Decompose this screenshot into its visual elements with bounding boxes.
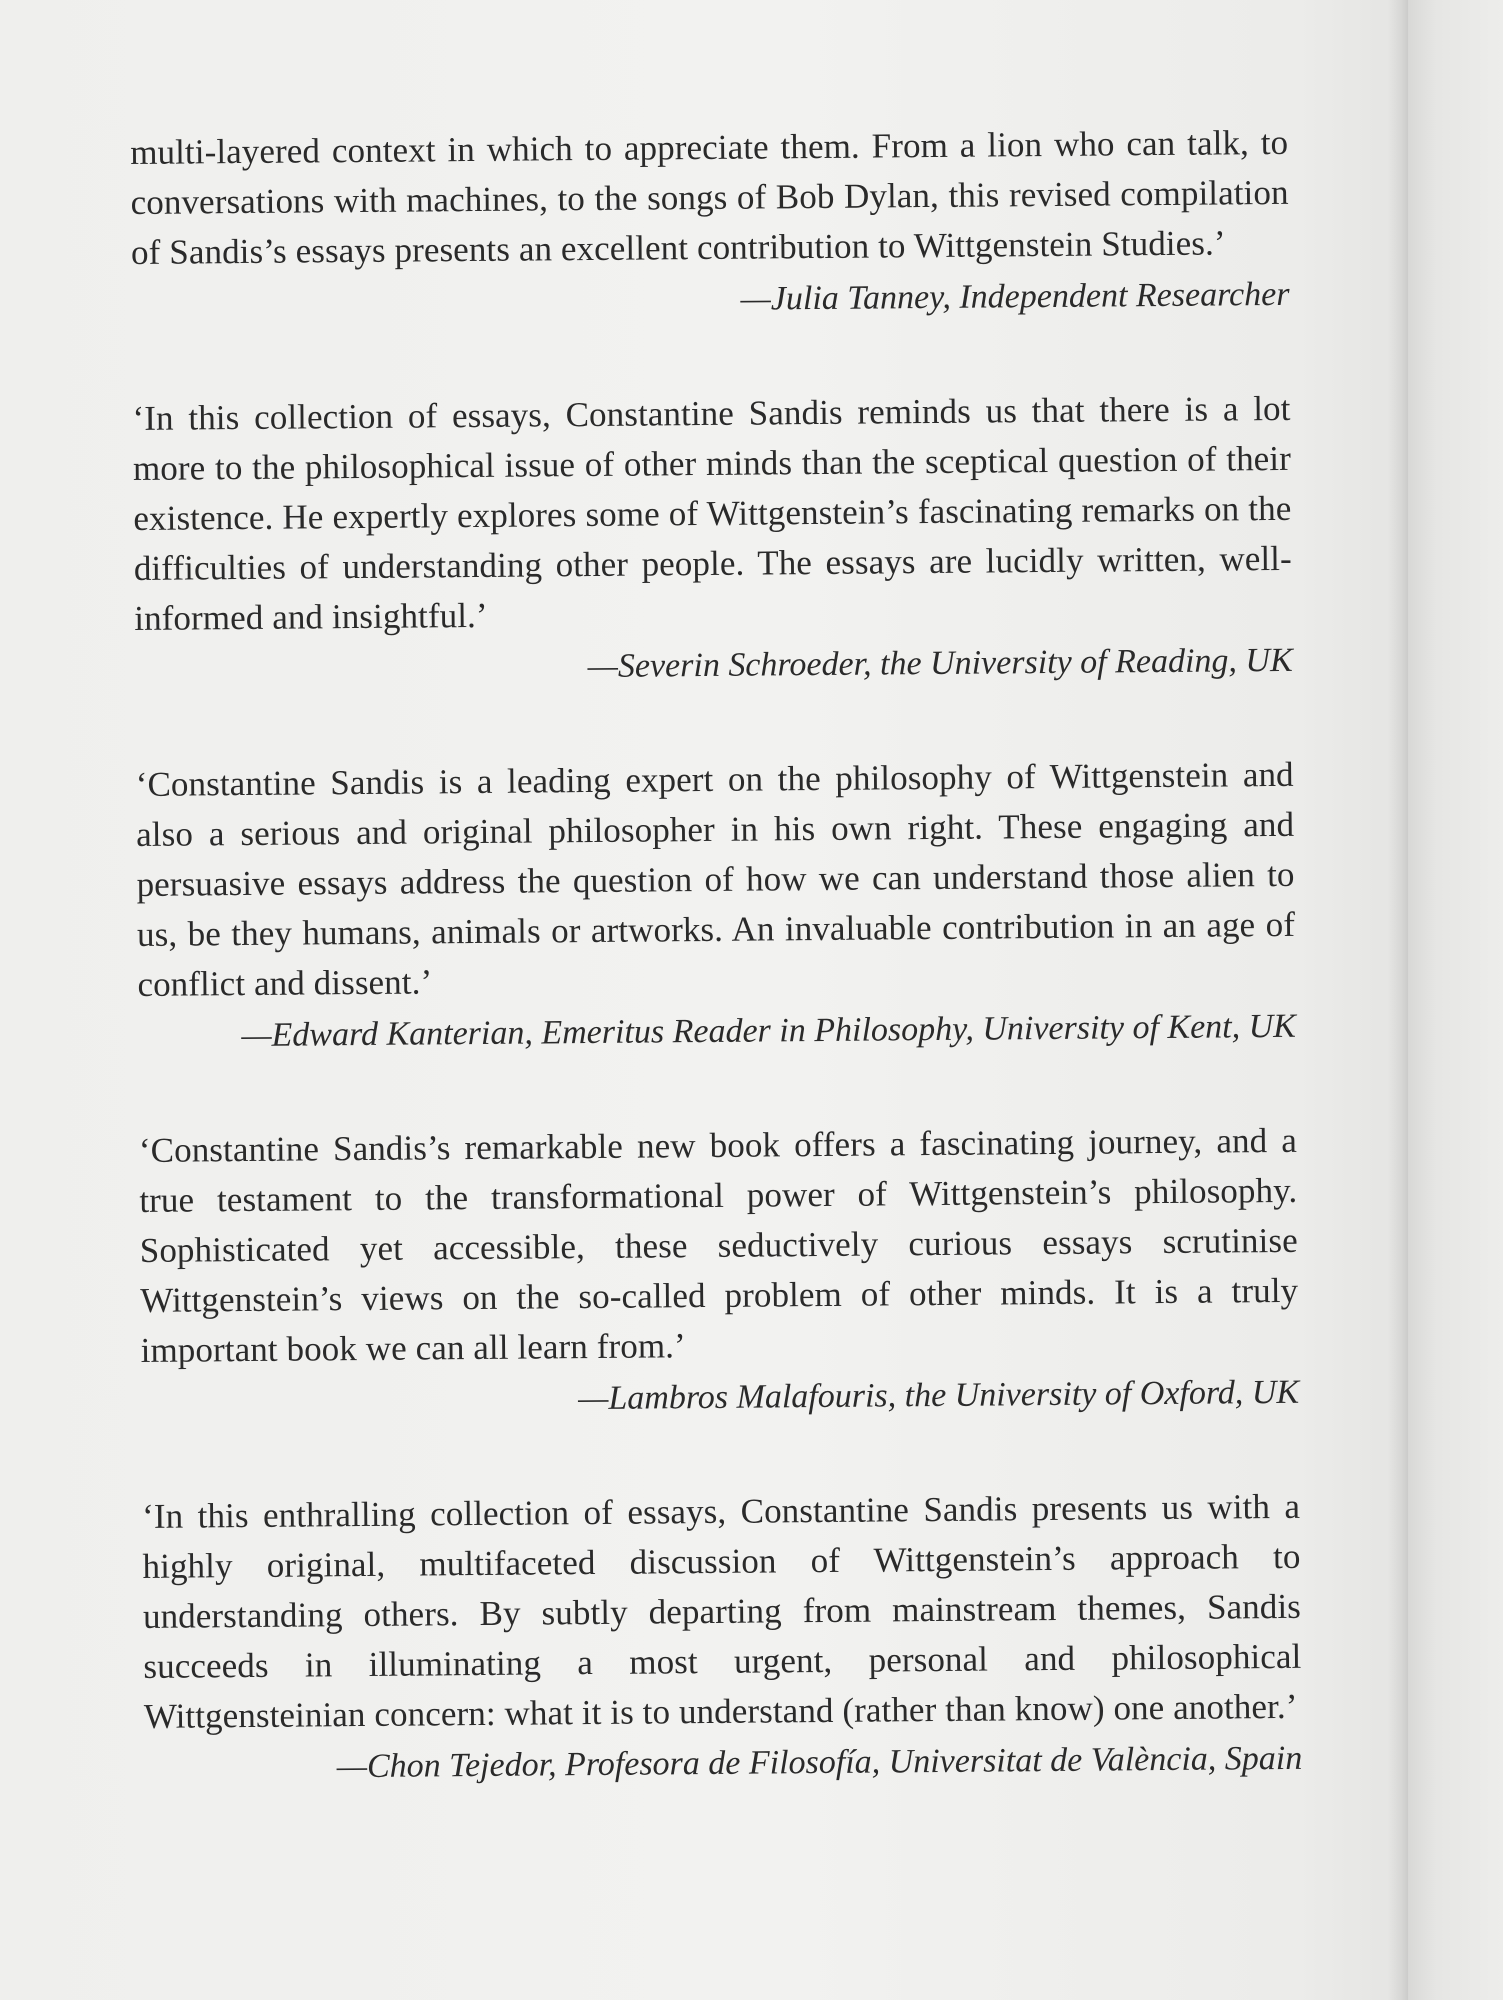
blurb-attribution: —Chon Tejedor, Profesora de Filosofía, Universitat de València, Spain [336, 1739, 1303, 1786]
praise-blurb [136, 750, 1297, 1062]
page-gutter-shadow [1388, 0, 1408, 2000]
adjacent-page-edge [1408, 0, 1503, 2000]
blurb-quote: ‘In this enthralling collection of essays, Constantine Sandis presents us with a highly original, multifaceted discussion of Wittgenstein’s approach to understanding others. By subtly departing from mainstream themes, Sandis succeeds in illuminating a most urgent, personal and philosophical Wittgensteinian concern: what it is to understand (rather than know) one another.’ [141, 1486, 1302, 1736]
blurb-quote: ‘Constantine Sandis is a leading expert on the philosophy of Wittgenstein and also a serious and original philosopher in his own right. These engaging and persuasive essays address the question of how we can understand those alien to us, be they humans, animals or artworks. An invaluable contribution in an age of conflict and dissent.’ [135, 754, 1296, 1004]
praise-blurb [130, 118, 1290, 330]
blurb-attribution: —Edward Kanterian, Emeritus Reader in Philosophy, University of Kent, UK [241, 1007, 1297, 1055]
blurb-quote: ‘In this collection of essays, Constantine Sandis reminds us that there is a lot more to the philosophical issue of other minds than the sceptical question of their existence. He expertly explores some of Wittgenstein’s fascinating remarks on the difficulties of understanding other people. The essays are lucidly written, well-informed and insightful.’ [132, 388, 1292, 638]
blurb-attribution: —Severin Schroeder, the University of Reading, UK [587, 641, 1293, 686]
praise-blurb [139, 1116, 1300, 1428]
blurb-attribution: —Lambros Malafouris, the University of Oxford, UK [578, 1373, 1300, 1418]
blurb-quote: multi-layered context in which to appreciate them. From a lion who can talk, to conversations with machines, to the songs of Bob Dylan, this revised compilation of Sandis’s essays presents an excellent contribution to Wittgenstein Studies.’ [130, 122, 1289, 272]
blurb-attribution: —Julia Tanney, Independent Researcher [740, 275, 1290, 318]
praise-section [130, 118, 1303, 1858]
praise-blurb [132, 384, 1293, 696]
praise-blurb [142, 1482, 1303, 1794]
blurb-quote: ‘Constantine Sandis’s remarkable new book offers a fascinating journey, and a true testament to the transformational power of Wittgenstein’s philosophy. Sophisticated yet accessible, these seductively curious essays scrutinise Wittgenstein’s views on the so-called problem of other minds. It is a truly important book we can all learn from.’ [138, 1120, 1299, 1370]
